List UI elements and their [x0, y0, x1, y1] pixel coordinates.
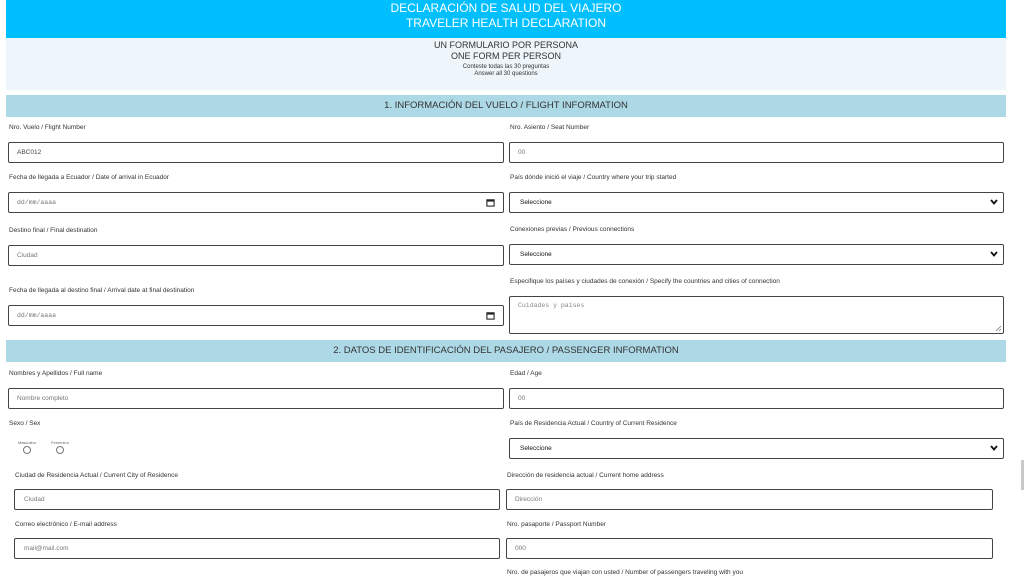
arrival-date-input[interactable]	[8, 192, 504, 213]
residence-city-label: Ciudad de Residencia Actual / Current City of Residence	[15, 472, 178, 479]
full-name-input[interactable]: Nombre completo	[8, 388, 504, 409]
flight-number-label: Nro. Vuelo / Flight Number	[9, 124, 86, 131]
trip-start-country-value: Seleccione	[520, 199, 552, 206]
arrival-date-placeholder: dd/mm/aaaa	[17, 199, 57, 206]
residence-country-select[interactable]	[509, 438, 1004, 459]
calendar-icon[interactable]	[486, 198, 495, 207]
connection-countries-label: Especifique los países y ciudades de conexión / Specify the countries and cities of connection	[510, 278, 780, 285]
intro-line-3: Conteste todas las 30 preguntas	[462, 64, 550, 70]
residence-country-value: Seleccione	[520, 445, 552, 452]
arrival-final-date-label: Fecha de llegada al destino final / Arrival date at final destination	[9, 287, 195, 294]
intro-line-4: Answer all 30 questions	[474, 71, 538, 77]
age-input[interactable]: 00	[509, 388, 1004, 409]
arrival-final-date-input[interactable]	[8, 305, 504, 326]
sex-label: Sexo / Sex	[9, 420, 41, 427]
home-address-input[interactable]: Dirección	[506, 489, 993, 510]
companions-label: Nro. de pasajeros que viajan con usted / Number of passengers traveling with you	[507, 569, 743, 576]
chevron-down-icon	[989, 248, 999, 260]
chevron-down-icon	[989, 196, 999, 208]
final-destination-input[interactable]: Ciudad	[8, 245, 504, 266]
section-passenger-info: 2. DATOS DE IDENTIFICACIÓN DEL PASAJERO / PASSENGER INFORMATION	[6, 340, 1006, 362]
residence-city-input[interactable]: Ciudad	[14, 489, 500, 510]
previous-connections-label: Conexiones previas / Previous connections	[510, 226, 635, 233]
previous-connections-select[interactable]	[509, 244, 1004, 265]
seat-number-input[interactable]: 00	[509, 142, 1004, 163]
connection-countries-textarea[interactable]	[509, 296, 1004, 334]
arrival-final-date-placeholder: dd/mm/aaaa	[17, 312, 57, 319]
residence-country-label: País de Residencia Actual / Country of Current Residence	[510, 420, 677, 427]
previous-connections-value: Seleccione	[520, 251, 552, 258]
intro-line-2: ONE FORM PER PERSON	[450, 51, 561, 61]
sex-female-label: Femenino	[51, 440, 69, 445]
title-es: DECLARACIÓN DE SALUD DEL VIAJERO	[390, 1, 622, 15]
title-en: TRAVELER HEALTH DECLARATION	[405, 16, 607, 30]
passport-label: Nro. pasaporte / Passport Number	[507, 521, 606, 528]
full-name-label: Nombres y Apellidos / Full name	[9, 370, 103, 377]
sex-option-female[interactable]	[44, 440, 76, 454]
section-flight-info: 1. INFORMACIÓN DEL VUELO / FLIGHT INFORMATION	[6, 95, 1006, 117]
calendar-icon[interactable]	[486, 311, 495, 320]
arrival-date-label: Fecha de llegada a Ecuador / Date of arrival in Ecuador	[9, 174, 170, 181]
home-address-label: Dirección de residencia actual / Current home address	[507, 472, 664, 479]
email-input[interactable]: mail@mail.com	[14, 538, 500, 559]
trip-start-country-label: País dónde inició el viaje / Country where your trip started	[510, 174, 677, 181]
sex-male-label: Masculino	[17, 440, 36, 445]
email-label: Correo electrónico / E-mail address	[15, 521, 117, 528]
chevron-down-icon	[989, 442, 999, 454]
intro-line-1: UN FORMULARIO POR PERSONA	[433, 40, 579, 50]
seat-number-label: Nro. Asiento / Seat Number	[510, 124, 590, 131]
trip-start-country-select[interactable]	[509, 192, 1004, 213]
connection-countries-placeholder: Cuidades y países	[518, 302, 585, 309]
flight-number-input[interactable]: ABC012	[8, 142, 504, 163]
age-label: Edad / Age	[510, 370, 542, 377]
final-destination-label: Destino final / Final destination	[9, 227, 98, 234]
passport-input[interactable]: 000	[506, 538, 993, 559]
sex-female-radio[interactable]	[56, 446, 64, 454]
intro-panel	[6, 38, 1006, 90]
form-header	[6, 0, 1006, 38]
sex-male-radio[interactable]	[23, 446, 31, 454]
sex-option-male[interactable]	[11, 440, 43, 454]
resize-grip-icon[interactable]	[995, 325, 1002, 332]
